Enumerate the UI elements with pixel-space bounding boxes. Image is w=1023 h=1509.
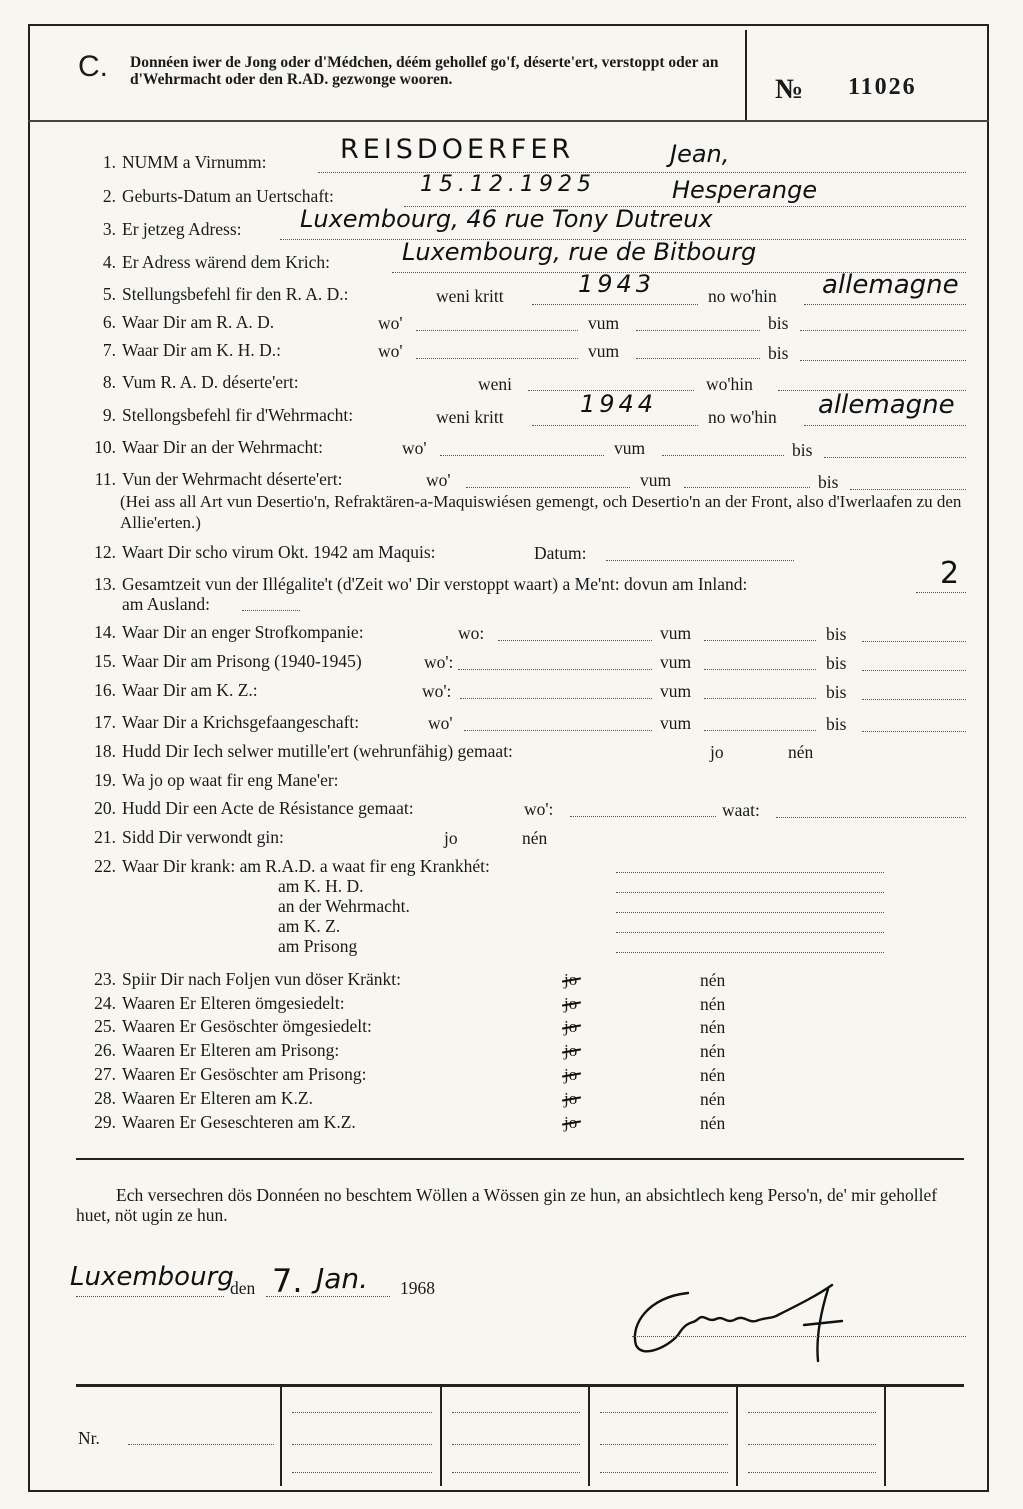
field-9-year[interactable]: 1944 [580,390,658,418]
field-3-value[interactable]: Luxembourg, 46 rue Tony Dutreux [300,205,713,233]
field-10-line-wo [440,455,604,456]
field-29: 29. Waaren Er Geseschteren am K.Z. [94,1112,356,1132]
field-8: 8. Vum R. A. D. déserte'ert: [102,372,299,392]
signature-line [632,1336,966,1337]
header-divider [745,30,747,120]
field-23-nen[interactable]: nén [700,970,726,990]
signing-day[interactable]: 7. [272,1262,303,1300]
signing-year: 1968 [400,1278,435,1298]
footer-cell-line [292,1472,432,1473]
field-16: 16. Waar Dir am K. Z.: [94,680,258,700]
field-1 [76,152,266,176]
field-21-nen[interactable]: nén [522,828,548,848]
form-title: Donnéen iwer de Jong oder d'Médchen, déém gehollef go'f, déserte'ert, verstoppt oder an d'Wehrmacht oder den R.AD. gezwonge wooren. [130,54,719,88]
form-number: 11026 [848,74,917,100]
footer-cell-line [292,1412,432,1413]
field-9-line-where [804,425,966,426]
field-9-where[interactable]: allemagne [818,390,955,420]
field-25: 25. Waaren Er Gesöschter ömgesiedelt: [94,1016,372,1036]
field-21: 21. Sidd Dir verwondt gin: [94,827,284,847]
field-22-line-1 [616,892,884,893]
field-6-line-vum [636,330,760,331]
field-6: 6. Waar Dir am R. A. D. [102,312,275,332]
field-3: 3. Er jetzeg Adress: [102,219,242,239]
field-15-line-bis [862,670,966,671]
field-9-line-year [532,425,698,426]
field-1-line [318,172,966,173]
field-6-line-bis [800,330,966,331]
field-17-line-bis [862,731,966,732]
field-14-line-bis [862,641,966,642]
signature-scribble [628,1275,888,1365]
field-29-nen[interactable]: nén [700,1113,726,1133]
field-27-nen[interactable]: nén [700,1065,726,1085]
field-23-jo-struck[interactable]: jo [564,970,578,989]
footer-cell-line [748,1472,876,1473]
field-5-no-wohin: no wo'hin [708,286,777,306]
field-15-line-vum [704,669,816,670]
field-11-line-bis [850,489,966,490]
field-20-line-waat [776,817,966,818]
footer-cell-line [292,1444,432,1445]
field-4: 4. Er Adress wärend dem Krich: [102,252,330,272]
footer-cell-line [748,1444,876,1445]
field-12: 12. Waart Dir scho virum Okt. 1942 am Maquis: [94,542,436,562]
footer-nr-line [128,1444,274,1445]
footer-col [736,1386,738,1486]
signing-date-line [266,1296,390,1297]
field-24-jo-struck[interactable]: jo [564,994,578,1013]
field-10: 10. Waar Dir an der Wehrmacht: [94,437,323,457]
field-13-line-inland [916,592,966,593]
footer-col [884,1386,886,1486]
footer-cell-line [452,1412,580,1413]
field-17-line-vum [704,730,816,731]
field-5-weni-kritt: weni kritt [436,286,504,306]
field-21-jo[interactable]: jo [444,828,458,848]
field-26-nen[interactable]: nén [700,1041,726,1061]
field-28-nen[interactable]: nén [700,1089,726,1109]
field-26: 26. Waaren Er Elteren am Prisong: [94,1040,340,1060]
field-13-ausland: am Ausland: [122,594,210,614]
signature[interactable] [628,1275,888,1370]
field-11: 11. Vun der Wehrmacht déserte'ert: [94,469,343,489]
field-22-sub: am K. H. D. [278,876,364,896]
field-4-value[interactable]: Luxembourg, rue de Bitbourg [402,238,757,266]
field-1-firstname[interactable]: Jean, [670,140,730,168]
field-12-line [606,560,794,561]
footer-top-rule [76,1384,964,1387]
field-5-where[interactable]: allemagne [822,270,959,300]
footer-nr-label: Nr. [78,1428,100,1448]
field-22-sub: am Prisong [278,936,358,956]
number-symbol: № [775,74,804,105]
field-10-line-bis [824,457,966,458]
field-14-line-vum [704,640,816,641]
footer-cell-line [452,1444,580,1445]
field-20: 20. Hudd Dir een Acte de Résistance gemaat: [94,798,414,818]
field-19: 19. Wa jo op waat fir eng Mane'er: [94,770,339,790]
footer-cell-line [600,1412,728,1413]
header-bottom-rule [28,120,989,122]
field-2-place[interactable]: Hesperange [672,176,818,204]
field-label: NUMM a Virnumm: [122,152,267,172]
field-18: 18. Hudd Dir Iech selwer mutille'ert (wehrunfähig) gemaat: [94,741,513,761]
signing-den: den [230,1278,256,1298]
field-11-line-wo [466,487,630,488]
field-9: 9. Stellongsbefehl fir d'Wehrmacht: [102,405,354,425]
field-17-line-wo [464,730,652,731]
signature-name [640,1300,644,1301]
field-29-jo-struck[interactable]: jo [564,1113,578,1132]
field-16-line-vum [704,698,816,699]
field-15-line-wo [458,669,652,670]
section-letter: C. [78,50,108,83]
field-7: 7. Waar Dir am K. H. D.: [102,340,281,360]
footer-col [280,1386,282,1486]
field-13: 13. Gesamtzeit vun der Illégalite't (d'Zeit wo' Dir verstoppt waart) a Me'nt: dovun am Inland: [94,574,748,594]
field-2-date[interactable]: 15.12.1925 [420,172,596,197]
footer-cell-line [600,1444,728,1445]
field-14-line-wo [498,640,652,641]
field-25-jo-struck[interactable]: jo [564,1017,578,1036]
field-16-line-wo [460,698,652,699]
field-14: 14. Waar Dir an enger Strofkompanie: [94,622,364,642]
field-13-line-ausland [242,610,300,611]
field-22-sub: am K. Z. [278,916,341,936]
field-22-line-3 [616,932,884,933]
field-22-line-2 [616,912,884,913]
field-22-sub: an der Wehrmacht. [278,896,410,916]
section-divider [76,1158,964,1160]
field-6-line-wo [416,330,578,331]
field-1-name[interactable]: REISDOERFER [340,134,575,165]
footer-col [440,1386,442,1486]
field-15: 15. Waar Dir am Prisong (1940-1945) [94,651,362,671]
signing-place[interactable]: Luxembourg [70,1262,234,1292]
field-28: 28. Waaren Er Elteren am K.Z. [94,1088,313,1108]
footer-cell-line [748,1412,876,1413]
field-5-line-year [532,304,698,305]
field-5: 5. Stellungsbefehl fir den R. A. D.: [102,284,349,304]
signing-place-line [76,1296,224,1297]
field-17: 17. Waar Dir a Krichsgefaangeschaft: [94,712,360,732]
field-24: 24. Waaren Er Elteren ömgesiedelt: [94,993,345,1013]
field-22-line-0 [616,872,884,873]
field-22: 22. Waar Dir krank: am R.A.D. a waat fir eng Krankhét: [94,856,490,876]
field-7-line-bis [800,360,966,361]
field-20-line-wo [570,816,716,817]
field-27-jo-struck[interactable]: jo [564,1065,578,1084]
signing-month[interactable]: Jan. [316,1262,369,1295]
field-27: 27. Waaren Er Gesöschter am Prisong: [94,1064,367,1084]
footer-cell-line [452,1472,580,1473]
field-5-year[interactable]: 1943 [578,270,656,298]
field-2: 2. Geburts-Datum an Uertschaft: [102,186,334,206]
field-7-line-vum [636,358,760,359]
field-11-note: (Hei ass all Art vun Desertio'n, Refraktären-a-Maquiswiésen gemengt, och Desertio'n an der Front, also d'Iwerlaafen zu den Allie'erten.) [120,492,962,532]
footer-col [588,1386,590,1486]
footer-cell-line [600,1472,728,1473]
field-26-jo-struck[interactable]: jo [564,1041,578,1060]
field-25-nen[interactable]: nén [700,1017,726,1037]
field-16-line-bis [862,699,966,700]
field-28-jo-struck[interactable]: jo [564,1089,578,1108]
field-23: 23. Spiir Dir nach Foljen vun döser Kränkt: [94,969,401,989]
declaration-text: Ech versechren dös Donnéen no beschtem Wöllen a Wössen gin ze hun, an absichtlech keng Perso'n, de' mir gehollef huet, nöt ugin ze hun. [76,1185,938,1225]
field-10-line-vum [662,455,784,456]
field-number: 1. [102,152,116,172]
field-18-jo[interactable]: jo [710,742,724,762]
field-24-nen[interactable]: nén [700,994,726,1014]
field-5-line-where [804,304,966,305]
field-11-line-vum [684,487,810,488]
field-18-nen[interactable]: nén [788,742,814,762]
field-7-line-wo [416,358,578,359]
field-22-line-4 [616,952,884,953]
field-13-inland[interactable]: 2 [940,556,960,591]
